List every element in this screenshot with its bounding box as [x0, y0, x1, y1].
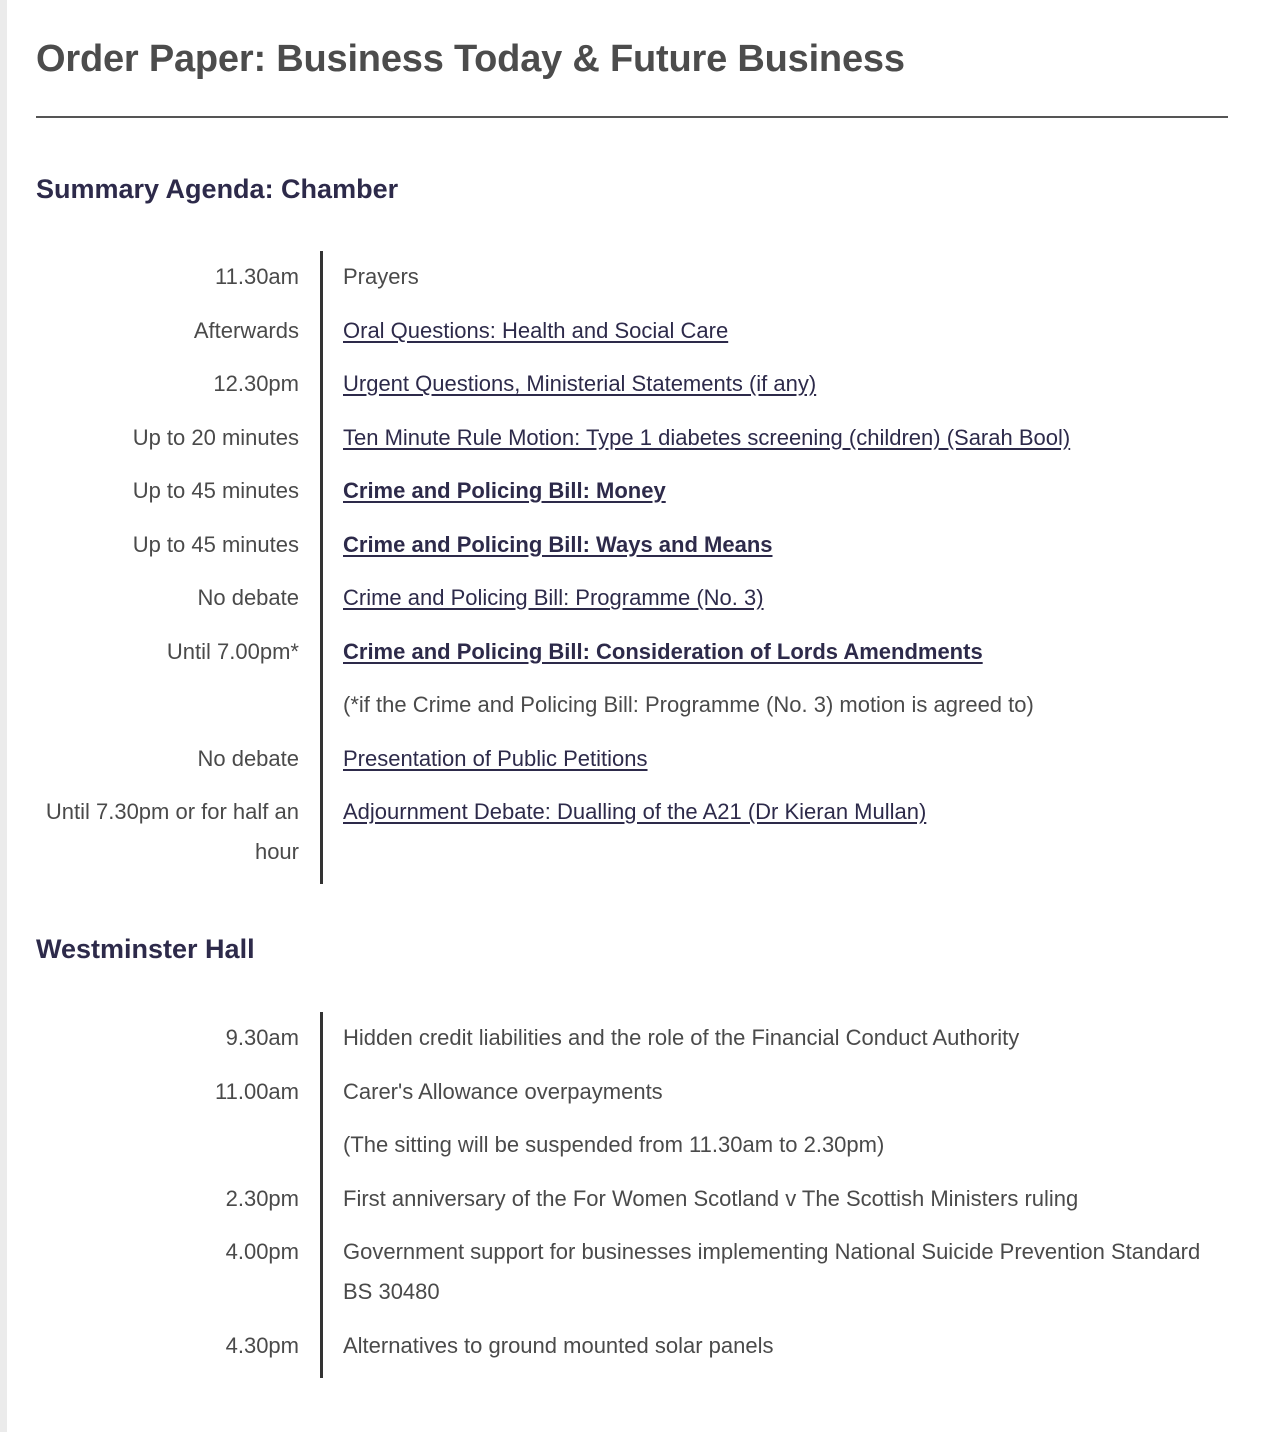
agenda-item-link[interactable]: Oral Questions: Health and Social Care [343, 317, 729, 343]
agenda-row [36, 525, 1236, 565]
agenda-item-text: (*if the Crime and Policing Bill: Programme (No. 3) motion is agreed to) [343, 692, 1034, 717]
agenda-time: 4.00pm [225, 1239, 299, 1264]
agenda-item [343, 632, 983, 672]
agenda-item-link[interactable]: Crime and Policing Bill: Ways and Means [343, 531, 773, 557]
agenda-item [343, 578, 764, 618]
agenda-item [343, 364, 816, 404]
agenda-time: 4.30pm [225, 1332, 299, 1358]
agenda-row [36, 311, 1236, 351]
agenda-divider [320, 251, 323, 884]
agenda-time: No debate [197, 745, 299, 771]
agenda-row [36, 257, 1236, 297]
chamber-rows [36, 251, 1236, 872]
agenda-row [36, 1179, 1236, 1219]
agenda-item [343, 792, 926, 832]
agenda-item-text: Prayers [343, 264, 419, 289]
agenda-time: 9.30am [225, 1025, 299, 1050]
agenda-row [36, 578, 1236, 618]
agenda-item [343, 739, 648, 779]
agenda-row [36, 418, 1236, 458]
agenda-item-link[interactable]: Urgent Questions, Ministerial Statements (if any) [343, 371, 817, 396]
westminster-hall-agenda [36, 1012, 1236, 1378]
agenda-row [36, 471, 1236, 511]
agenda-row [36, 739, 1236, 779]
agenda-item-text: Carer's Allowance overpayments [343, 1078, 663, 1104]
agenda-row [36, 364, 1236, 404]
agenda-row [36, 1326, 1236, 1366]
agenda-item [343, 525, 773, 565]
page-title: Order Paper: Business Today & Future Business [36, 38, 905, 80]
agenda-row [36, 685, 1236, 725]
agenda-item-link[interactable]: Crime and Policing Bill: Programme (No. 3) [343, 585, 764, 610]
agenda-time: Up to 45 minutes [132, 531, 299, 557]
agenda-row [36, 1125, 1236, 1165]
agenda-time: Until 7.30pm or for half an hour [45, 799, 299, 864]
agenda-time: Afterwards [193, 317, 299, 343]
agenda-item-link[interactable]: Presentation of Public Petitions [343, 745, 648, 771]
agenda-row [36, 792, 1236, 872]
agenda-time: Up to 20 minutes [132, 424, 299, 450]
agenda-item-text: Hidden credit liabilities and the role of the Financial Conduct Authority [343, 1025, 1020, 1050]
agenda-time: 11.00am [215, 1078, 299, 1104]
agenda-item-link[interactable]: Crime and Policing Bill: Consideration of Lords Amendments [343, 638, 983, 664]
agenda-time: 12.30pm [213, 371, 299, 396]
agenda-item-link[interactable]: Ten Minute Rule Motion: Type 1 diabetes screening (children) (Sarah Bool) [343, 424, 1071, 450]
agenda-row [36, 1018, 1236, 1058]
agenda-time: Up to 45 minutes [132, 478, 299, 503]
chamber-heading: Summary Agenda: Chamber [36, 174, 399, 204]
agenda-time: No debate [197, 585, 299, 610]
westminster_hall-rows [36, 1012, 1236, 1366]
agenda-time: Until 7.00pm* [166, 638, 299, 664]
agenda-item-text: Alternatives to ground mounted solar panels [343, 1332, 774, 1358]
agenda-time: 11.30am [215, 264, 299, 289]
agenda-item [343, 311, 728, 351]
agenda-item-text: First anniversary of the For Women Scotland v The Scottish Ministers ruling [343, 1185, 1079, 1211]
agenda-divider [320, 1012, 323, 1378]
agenda-item-text: Government support for businesses implementing National Suicide Prevention Standard BS 30480 [343, 1239, 1201, 1304]
agenda-item-link[interactable]: Crime and Policing Bill: Money [343, 478, 666, 503]
agenda-row [36, 1232, 1236, 1312]
westminster-hall-heading: Westminster Hall [36, 934, 255, 964]
agenda-item [343, 471, 666, 511]
agenda-item-text: (The sitting will be suspended from 11.30am to 2.30pm) [343, 1132, 885, 1157]
agenda-item [343, 418, 1070, 458]
agenda-row [36, 1072, 1236, 1112]
agenda-row [36, 632, 1236, 672]
agenda-time: 2.30pm [225, 1185, 299, 1211]
order-paper-page [7, 0, 1264, 1432]
chamber-agenda [36, 251, 1236, 884]
title-divider [36, 116, 1228, 118]
agenda-item-link[interactable]: Adjournment Debate: Dualling of the A21 (Dr Kieran Mullan) [343, 799, 927, 824]
